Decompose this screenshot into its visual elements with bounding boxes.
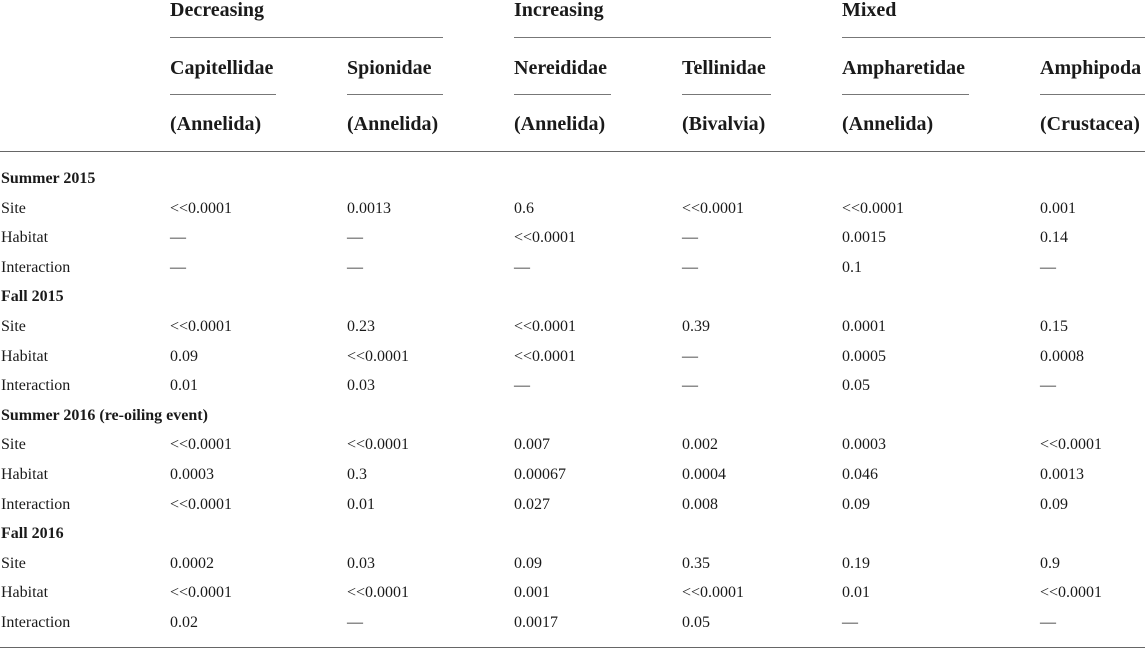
column-header-family: Tellinidae bbox=[682, 57, 766, 79]
table-cell: 0.39 bbox=[682, 318, 710, 335]
table-cell: 0.0013 bbox=[347, 199, 391, 217]
column-header-rule bbox=[514, 94, 611, 95]
column-header-phylum: (Annelida) bbox=[514, 113, 606, 135]
table-cell: <<0.0001 bbox=[170, 584, 233, 602]
table-cell: — bbox=[682, 377, 698, 395]
column-header-phylum: (Annelida) bbox=[842, 113, 934, 135]
table-cell: — bbox=[514, 377, 530, 395]
table-cell: 0.09 bbox=[514, 554, 542, 572]
table-cell: — bbox=[1040, 377, 1056, 395]
table-bottom-rule bbox=[0, 647, 1145, 648]
column-header-family: Ampharetidae bbox=[842, 57, 965, 79]
column-header-rule bbox=[170, 94, 276, 95]
row-label: Interaction bbox=[1, 258, 71, 276]
table-cell: — bbox=[514, 258, 530, 276]
table-cell: 0.01 bbox=[842, 584, 870, 602]
table-cell: 0.09 bbox=[842, 495, 870, 513]
table-cell: 0.09 bbox=[1040, 495, 1068, 513]
table-cell: 0.0017 bbox=[514, 614, 558, 631]
table-cell: 0.02 bbox=[170, 614, 198, 631]
table-cell: 0.05 bbox=[842, 377, 870, 395]
table-cell: — bbox=[842, 614, 858, 631]
column-header-family: Spionidae bbox=[347, 57, 432, 79]
table-cell: <<0.0001 bbox=[347, 347, 410, 365]
table-cell: <<0.0001 bbox=[347, 584, 410, 602]
table-cell: <<0.0001 bbox=[514, 347, 577, 365]
table-cell: <<0.0001 bbox=[347, 436, 410, 454]
row-label: Habitat bbox=[1, 584, 49, 602]
table-cell: — bbox=[170, 258, 186, 276]
table-cell: 0.23 bbox=[347, 318, 375, 335]
table-cell: 0.007 bbox=[514, 436, 550, 454]
table-cell: 0.1 bbox=[842, 258, 862, 276]
column-header-family: Nereididae bbox=[514, 57, 607, 79]
section-title: Fall 2015 bbox=[1, 288, 64, 306]
table-cell: 0.046 bbox=[842, 466, 878, 483]
table-cell: 0.14 bbox=[1040, 229, 1068, 247]
table-cell: — bbox=[170, 229, 186, 247]
column-header-family: Amphipoda bbox=[1040, 57, 1142, 79]
table-cell: 0.0008 bbox=[1040, 347, 1084, 365]
table-cell: 0.0015 bbox=[842, 229, 886, 247]
table-cell: <<0.0001 bbox=[170, 436, 233, 454]
column-header-family: Capitellidae bbox=[170, 57, 274, 79]
table-cell: <<0.0001 bbox=[514, 229, 577, 247]
table-cell: — bbox=[347, 229, 363, 247]
table-cell: <<0.0001 bbox=[682, 199, 745, 217]
row-label: Interaction bbox=[1, 614, 71, 631]
column-header-rule bbox=[347, 94, 443, 95]
section-title: Fall 2016 bbox=[1, 525, 64, 543]
table-cell: <<0.0001 bbox=[170, 318, 233, 335]
table-cell: <<0.0001 bbox=[1040, 584, 1103, 602]
column-header-rule bbox=[842, 94, 969, 95]
table-cell: 0.19 bbox=[842, 554, 870, 572]
table-cell: <<0.0001 bbox=[1040, 436, 1103, 454]
table-cell: 0.15 bbox=[1040, 318, 1068, 335]
row-label: Habitat bbox=[1, 466, 49, 483]
group-rule bbox=[842, 37, 1145, 38]
table-cell: 0.0003 bbox=[170, 466, 214, 483]
row-label: Habitat bbox=[1, 347, 49, 365]
table-cell: — bbox=[682, 229, 698, 247]
column-header-phylum: (Crustacea) bbox=[1040, 113, 1140, 135]
group-header-decreasing: Decreasing bbox=[170, 0, 265, 21]
row-label: Interaction bbox=[1, 495, 71, 513]
table-cell: <<0.0001 bbox=[170, 495, 233, 513]
table-cell: 0.002 bbox=[682, 436, 718, 454]
table-cell: <<0.0001 bbox=[842, 199, 905, 217]
table-cell: 0.0004 bbox=[682, 466, 726, 483]
table-cell: <<0.0001 bbox=[514, 318, 577, 335]
table-cell: 0.03 bbox=[347, 377, 375, 395]
table-cell: — bbox=[682, 258, 698, 276]
column-header-rule bbox=[682, 94, 771, 95]
table-cell: 0.3 bbox=[347, 466, 367, 483]
table-cell: — bbox=[1040, 614, 1056, 631]
group-header-mixed: Mixed bbox=[842, 0, 897, 21]
table-cell: 0.0003 bbox=[842, 436, 886, 454]
row-label: Site bbox=[1, 199, 26, 217]
row-label: Site bbox=[1, 554, 26, 572]
table-cell: 0.35 bbox=[682, 554, 710, 572]
column-header-rule bbox=[1040, 94, 1145, 95]
table-cell: 0.05 bbox=[682, 614, 710, 631]
table-cell: <<0.0001 bbox=[682, 584, 745, 602]
table-cell: 0.008 bbox=[682, 495, 718, 513]
row-label: Habitat bbox=[1, 229, 49, 247]
table-cell: <<0.0001 bbox=[170, 199, 233, 217]
column-header-phylum: (Bivalvia) bbox=[682, 113, 766, 135]
table-cell: 0.001 bbox=[1040, 199, 1076, 217]
table-cell: 0.09 bbox=[170, 347, 198, 365]
header-bottom-rule bbox=[0, 151, 1145, 152]
table-cell: 0.03 bbox=[347, 554, 375, 572]
row-label: Site bbox=[1, 436, 26, 454]
table-cell: — bbox=[347, 258, 363, 276]
table-cell: 0.01 bbox=[347, 495, 375, 513]
table-cell: 0.9 bbox=[1040, 554, 1060, 572]
section-title: Summer 2016 (re-oiling event) bbox=[1, 406, 208, 424]
group-header-increasing: Increasing bbox=[514, 0, 604, 21]
row-label: Interaction bbox=[1, 377, 71, 395]
row-label: Site bbox=[1, 318, 26, 335]
table-cell: 0.6 bbox=[514, 199, 534, 217]
table-cell: 0.0001 bbox=[842, 318, 886, 335]
table-cell: — bbox=[1040, 258, 1056, 276]
column-header-phylum: (Annelida) bbox=[347, 113, 439, 135]
table-cell: 0.0005 bbox=[842, 347, 886, 365]
table-cell: 0.00067 bbox=[514, 466, 566, 483]
section-title: Summer 2015 bbox=[1, 170, 96, 187]
group-rule bbox=[514, 37, 771, 38]
group-rule bbox=[170, 37, 443, 38]
table-cell: — bbox=[682, 347, 698, 365]
table-cell: 0.01 bbox=[170, 377, 198, 395]
table-cell: 0.001 bbox=[514, 584, 550, 602]
table-cell: 0.027 bbox=[514, 495, 550, 513]
table-cell: — bbox=[347, 614, 363, 631]
table-cell: 0.0002 bbox=[170, 554, 214, 572]
table-cell: 0.0013 bbox=[1040, 466, 1084, 483]
column-header-phylum: (Annelida) bbox=[170, 113, 262, 135]
